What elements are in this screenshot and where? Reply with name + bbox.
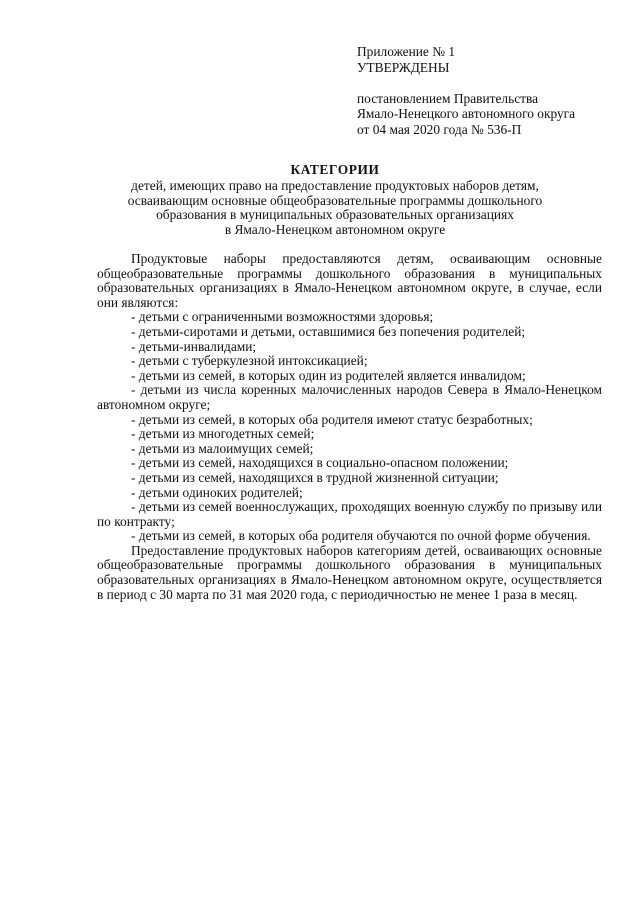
subtitle-line-1: детей, имеющих право на предоставление продуктовых наборов детям, bbox=[131, 177, 539, 193]
category-list bbox=[97, 310, 602, 544]
document-title bbox=[95, 163, 575, 238]
category-item: - детьми с туберкулезной интоксикацией; bbox=[131, 353, 368, 369]
category-item: - детьми из малоимущих семей; bbox=[131, 440, 314, 456]
appendix-number: Приложение № 1 bbox=[357, 44, 456, 59]
conclusion-paragraph: Предоставление продуктовых наборов категориям детей, осваивающих основные общеобразовательные программы дошкольного образования в муниципальных образовательных организациях в Ямало-Ненецком автономном округе, осуществляется в период с 30 марта по 31 мая 2020 года, с периодичностью не менее 1 раза в месяц. bbox=[97, 542, 602, 602]
category-item: - детьми из многодетных семей; bbox=[131, 426, 315, 442]
decree-line-1: постановлением Правительства bbox=[357, 90, 539, 106]
intro-paragraph: Продуктовые наборы предоставляются детям, осваивающим основные общеобразовательные программы дошкольного образования в муниципальных образовательных организациях в Ямало-Ненецком автономном округе, в случае, если они являются: bbox=[97, 251, 602, 310]
category-item: - детьми из семей, в которых оба родителя обучаются по очной форме обучения. bbox=[131, 528, 591, 544]
category-item: - детьми из семей, находящихся в трудной жизненной ситуации; bbox=[131, 469, 499, 485]
category-item: - детьми-инвалидами; bbox=[131, 338, 257, 354]
category-item: - детьми из семей, находящихся в социально-опасном положении; bbox=[131, 455, 509, 471]
subtitle-line-2: осваивающим основные общеобразовательные программы дошкольного bbox=[127, 192, 543, 208]
category-item: - детьми с ограниченными возможностями здоровья; bbox=[131, 309, 434, 325]
category-item: - детьми одиноких родителей; bbox=[131, 484, 303, 500]
subtitle-line-3: образования в муниципальных образовательных организациях bbox=[156, 207, 514, 223]
decree-line-3: от 04 мая 2020 года № 536-П bbox=[357, 121, 522, 137]
document-body bbox=[97, 252, 602, 602]
subtitle-line-4: в Ямало-Ненецком автономном округе bbox=[224, 222, 446, 238]
appendix-block bbox=[357, 44, 627, 137]
decree-line-2: Ямало-Ненецкого автономного округа bbox=[357, 106, 576, 121]
category-item: - детьми-сиротами и детьми, оставшимися без попечения родителей; bbox=[131, 323, 526, 339]
category-item: - детьми из семей, в которых оба родителя имеют статус безработных; bbox=[131, 411, 533, 427]
category-item: - детьми из числа коренных малочисленных народов Севера в Ямало-Ненецком автономном округе; bbox=[97, 382, 602, 412]
category-item: - детьми из семей военнослужащих, проходящих военную службу по призыву или по контракту; bbox=[97, 499, 602, 529]
approved-label: УТВЕРЖДЕНЫ bbox=[357, 59, 450, 75]
category-item: - детьми из семей, в которых один из родителей является инвалидом; bbox=[131, 367, 526, 383]
spacer bbox=[357, 75, 627, 91]
title-heading: КАТЕГОРИИ bbox=[290, 162, 380, 177]
